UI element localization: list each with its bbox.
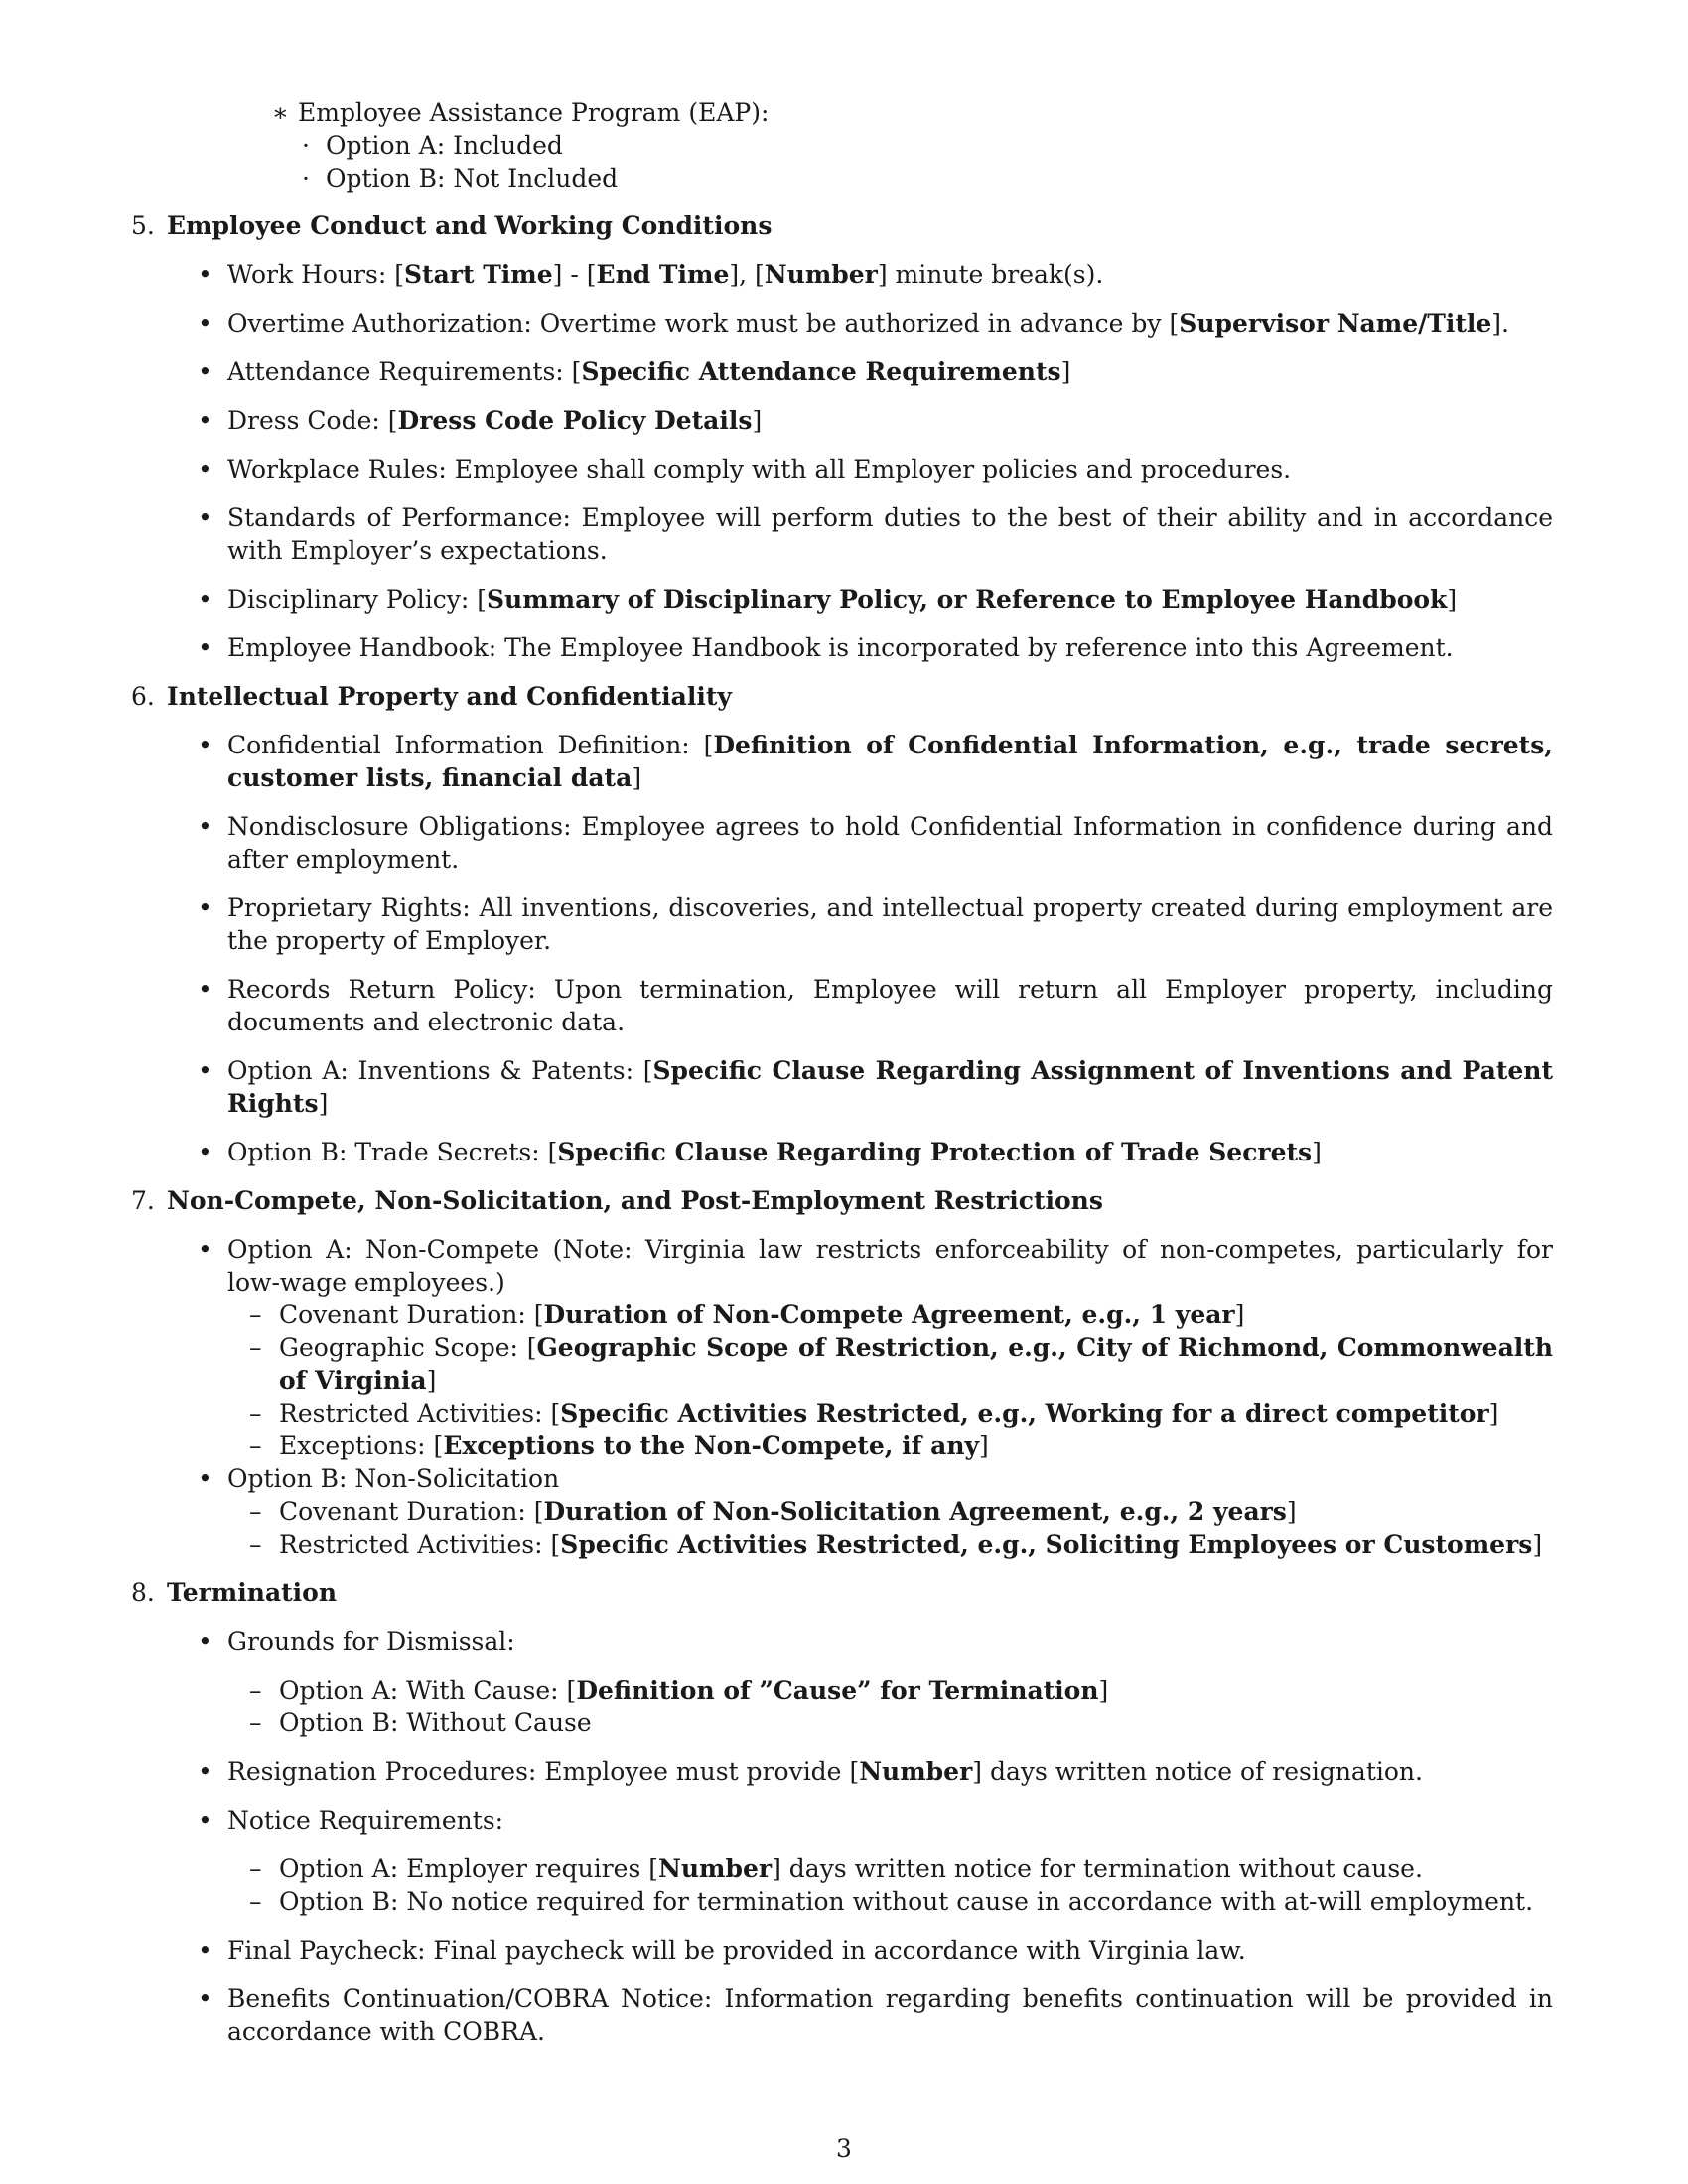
inventions-item: • Option A: Inventions & Patents: [Specific Clause Regarding Assignment of Inventions and Patent Rights] <box>227 1054 1553 1120</box>
attendance-item: • Attendance Requirements: [Specific Attendance Requirements] <box>227 355 1553 388</box>
section-5 <box>131 209 1589 664</box>
section-5-list <box>131 258 1553 664</box>
section-7-title: Non-Compete, Non-Solicitation, and Post-Employment Restrictions <box>167 1186 1103 1215</box>
ns-activities-item: – Restricted Activities: [Specific Activities Restricted, e.g., Soliciting Employees or Customers] <box>279 1528 1553 1561</box>
section-8-number: 8. <box>131 1578 155 1607</box>
non-solicitation-sublist <box>227 1495 1553 1561</box>
section-6-title: Intellectual Property and Confidentiality <box>167 682 732 711</box>
section-6 <box>131 680 1589 1168</box>
section-8-list <box>131 1625 1553 2048</box>
proprietary-item: • Proprietary Rights: All inventions, discoveries, and intellectual property created during employment are the property of Employer. <box>227 891 1553 957</box>
non-solicitation-item: • Option B: Non-Solicitation – Covenant Duration: [Duration of Non-Solicitation Agreement, e.g., 2 years] – Restricted Activities: [Specific Activities Restricted, e.g., Soliciting Employees or Customers] <box>227 1462 1553 1561</box>
workplace-rules-item: • Workplace Rules: Employee shall comply with all Employer policies and procedures. <box>227 453 1553 485</box>
disciplinary-item: • Disciplinary Policy: [Summary of Disciplinary Policy, or Reference to Employee Handbook] <box>227 583 1553 615</box>
work-hours-item: • Work Hours: [Start Time] - [End Time], [Number] minute break(s). <box>227 258 1553 291</box>
handbook-item: • Employee Handbook: The Employee Handbook is incorporated by reference into this Agreement. <box>227 631 1553 664</box>
eap-item <box>272 96 770 195</box>
section-8 <box>131 1576 1589 2048</box>
page-number: 3 <box>836 2134 852 2163</box>
eap-option-b: · Option B: Not Included <box>326 162 769 195</box>
records-return-item: • Records Return Policy: Upon termination, Employee will return all Employer property, including documents and electronic data. <box>227 973 1553 1038</box>
eap-title: Employee Assistance Program (EAP): <box>298 98 770 127</box>
nc-exceptions-item: – Exceptions: [Exceptions to the Non-Compete, if any] <box>279 1430 1553 1462</box>
grounds-item: • Grounds for Dismissal: – Option A: With Cause: [Definition of ”Cause” for Termination] – Option B: Without Cause <box>227 1625 1553 1739</box>
confidential-definition-item: • Confidential Information Definition: [Definition of Confidential Information, e.g., trade secrets, customer lists, financial data] <box>227 729 1553 794</box>
section-7-number: 7. <box>131 1186 155 1215</box>
section-5-number: 5. <box>131 211 155 240</box>
section-6-list <box>131 729 1553 1168</box>
ns-duration-item: – Covenant Duration: [Duration of Non-Solicitation Agreement, e.g., 2 years] <box>279 1495 1553 1528</box>
section-7 <box>131 1184 1589 1561</box>
non-compete-item: • Option A: Non-Compete (Note: Virginia law restricts enforceability of non-competes, particularly for low-wage employees.) – Covenant Duration: [Duration of Non-Compete Agreement, e.g., 1 year] – Geographic Scope: [Geographic Scope of Restriction, e.g., City of Richmond, Commonwealth of Virginia] – Restricted Activities: [Specific Activities Restricted, e.g., Working for a direct competitor] – Exceptions: [Exceptions to the Non-Compete, if any] <box>227 1233 1553 1462</box>
with-cause-item: – Option A: With Cause: [Definition of ”Cause” for Termination] <box>279 1674 1553 1706</box>
trade-secrets-item: • Option B: Trade Secrets: [Specific Clause Regarding Protection of Trade Secrets] <box>227 1136 1553 1168</box>
dress-code-item: • Dress Code: [Dress Code Policy Details] <box>227 404 1553 437</box>
notice-option-b: – Option B: No notice required for termination without cause in accordance with at-will employment. <box>279 1885 1553 1918</box>
section-5-title: Employee Conduct and Working Conditions <box>167 211 773 240</box>
eap-options <box>298 129 769 195</box>
final-paycheck-item: • Final Paycheck: Final paycheck will be provided in accordance with Virginia law. <box>227 1934 1553 1967</box>
notice-sublist <box>227 1852 1553 1918</box>
resignation-item: • Resignation Procedures: Employee must provide [Number] days written notice of resignation. <box>227 1755 1553 1788</box>
non-compete-sublist <box>227 1298 1553 1462</box>
cobra-item: • Benefits Continuation/COBRA Notice: Information regarding benefits continuation will be provided in accordance with COBRA. <box>227 1982 1553 2048</box>
overtime-item: • Overtime Authorization: Overtime work must be authorized in advance by [Supervisor Name/Title]. <box>227 307 1553 340</box>
notice-item: • Notice Requirements: – Option A: Employer requires [Number] days written notice for termination without cause. – Option B: No notice required for termination without cause in accordance with at-will employment. <box>227 1804 1553 1918</box>
section-7-list <box>131 1233 1553 1561</box>
asterisk-bullet: ∗ <box>272 98 289 127</box>
eap-option-a: · Option A: Included <box>326 129 769 162</box>
standards-item: • Standards of Performance: Employee will perform duties to the best of their ability and in accordance with Employer’s expectations. <box>227 501 1553 567</box>
grounds-sublist <box>227 1674 1553 1739</box>
nc-activities-item: – Restricted Activities: [Specific Activities Restricted, e.g., Working for a direct competitor] <box>279 1397 1553 1430</box>
nc-scope-item: – Geographic Scope: [Geographic Scope of Restriction, e.g., City of Richmond, Commonwealth of Virginia] <box>279 1331 1553 1397</box>
notice-option-a: – Option A: Employer requires [Number] days written notice for termination without cause. <box>279 1852 1553 1885</box>
document-body <box>131 209 1589 2048</box>
nc-duration-item: – Covenant Duration: [Duration of Non-Compete Agreement, e.g., 1 year] <box>279 1298 1553 1331</box>
section-6-number: 6. <box>131 682 155 711</box>
section-8-title: Termination <box>167 1578 338 1607</box>
without-cause-item: – Option B: Without Cause <box>279 1706 1553 1739</box>
nondisclosure-item: • Nondisclosure Obligations: Employee agrees to hold Confidential Information in confidence during and after employment. <box>227 810 1553 876</box>
